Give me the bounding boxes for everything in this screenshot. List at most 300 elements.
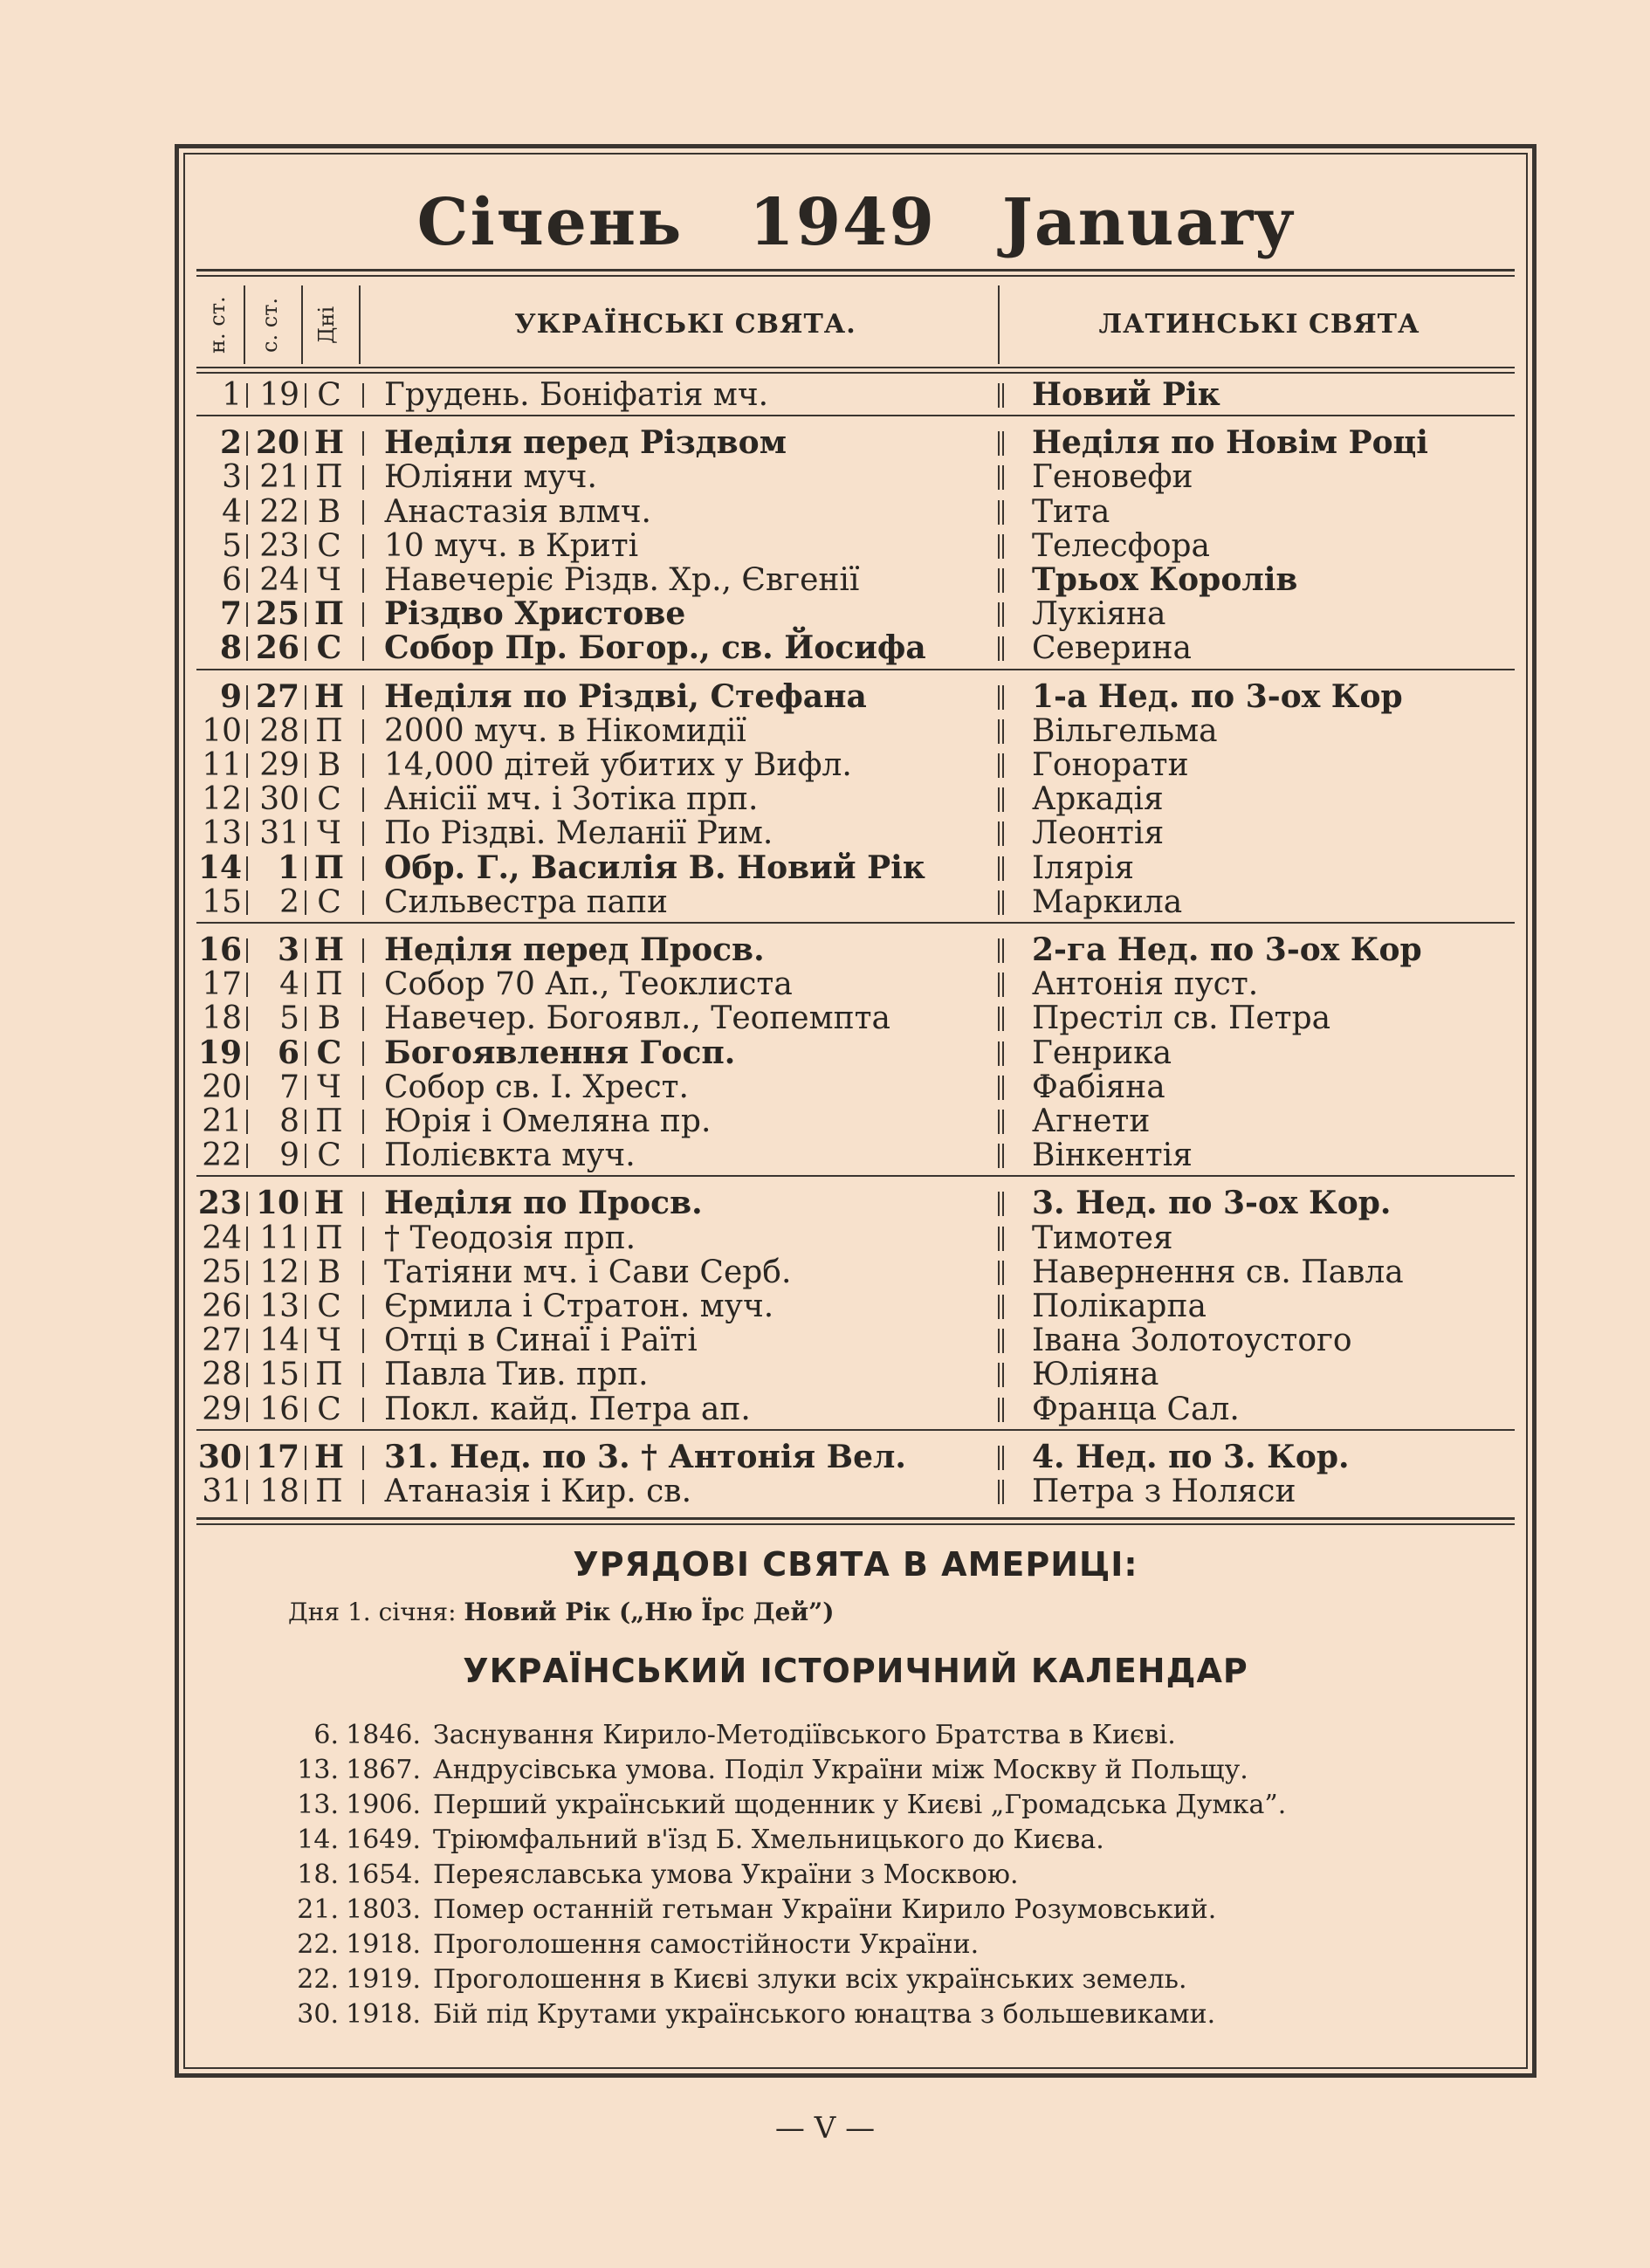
column-divider bbox=[246, 938, 248, 963]
old-style-date: 23 bbox=[259, 527, 299, 564]
day-of-week: С bbox=[317, 1289, 341, 1324]
gov-holiday-prefix: Дня 1. січня: bbox=[288, 1598, 457, 1626]
ukrainian-feast: Отці в Синаї і Раїті bbox=[384, 1323, 698, 1359]
calendar-row bbox=[196, 1001, 1515, 1035]
column-divider bbox=[305, 890, 306, 915]
column-divider bbox=[246, 972, 248, 997]
column-divider bbox=[362, 1144, 364, 1168]
column-divider bbox=[246, 602, 248, 627]
old-style-date: 8 bbox=[279, 1103, 299, 1139]
column-divider bbox=[362, 1076, 364, 1100]
latin-feast: Лукіяна bbox=[1032, 596, 1166, 633]
calendar-row bbox=[196, 816, 1515, 850]
day-of-week: Ч bbox=[317, 562, 341, 598]
column-divider bbox=[362, 1007, 364, 1031]
column-divider bbox=[998, 1076, 1004, 1100]
new-style-date: 8 bbox=[219, 629, 242, 667]
new-style-date: 27 bbox=[202, 1323, 242, 1359]
old-style-date: 9 bbox=[279, 1137, 299, 1174]
column-divider bbox=[998, 500, 1004, 525]
new-style-date: 4 bbox=[222, 493, 242, 530]
new-style-date: 6 bbox=[222, 562, 242, 598]
latin-feast: Навернення св. Павла bbox=[1032, 1254, 1404, 1290]
column-divider bbox=[998, 1110, 1004, 1134]
day-of-week: Н bbox=[313, 677, 344, 715]
table-bottom-rule-2 bbox=[196, 1523, 1515, 1525]
column-divider bbox=[305, 787, 306, 812]
latin-feast: Фабіяна bbox=[1032, 1069, 1165, 1105]
new-style-date: 25 bbox=[202, 1254, 242, 1290]
old-style-date: 16 bbox=[259, 1391, 299, 1427]
ukrainian-feast: По Різдві. Меланії Рим. bbox=[384, 815, 773, 852]
new-style-date: 9 bbox=[219, 677, 242, 715]
calendar-row bbox=[196, 597, 1515, 631]
column-divider bbox=[246, 568, 248, 593]
day-of-week: П bbox=[315, 1220, 343, 1256]
column-divider bbox=[998, 636, 1004, 661]
ukrainian-feast: Богоявлення Госп. bbox=[384, 1034, 736, 1071]
day-of-week: С bbox=[317, 377, 341, 413]
calendar-row bbox=[196, 1392, 1515, 1426]
page-title bbox=[183, 175, 1528, 271]
historical-day: 22. bbox=[297, 1964, 339, 1995]
day-of-week: Ч bbox=[317, 1069, 341, 1105]
column-divider bbox=[362, 1261, 364, 1285]
latin-feast: Геновефи bbox=[1032, 459, 1193, 496]
calendar-row bbox=[196, 714, 1515, 748]
column-divider bbox=[246, 1110, 248, 1134]
historical-day: 30. bbox=[297, 1999, 339, 2030]
column-divider bbox=[998, 383, 1004, 408]
column-divider bbox=[362, 1398, 364, 1422]
historical-text: Проголошення самостійности України. bbox=[433, 1929, 980, 1960]
table-header bbox=[196, 281, 1515, 368]
day-of-week: В bbox=[317, 747, 341, 783]
calendar-row bbox=[196, 1289, 1515, 1323]
column-divider bbox=[246, 1041, 248, 1066]
historical-item bbox=[262, 1962, 1467, 1997]
column-divider bbox=[246, 534, 248, 559]
historical-year: 1654. bbox=[346, 1859, 421, 1890]
header-top-rule-2 bbox=[196, 275, 1515, 277]
column-divider bbox=[998, 1144, 1004, 1168]
column-divider bbox=[246, 500, 248, 525]
day-of-week: С bbox=[317, 527, 341, 564]
ukrainian-feast: Навечеріє Різдв. Хр., Євгенії bbox=[384, 562, 860, 598]
calendar-row bbox=[196, 1440, 1515, 1474]
column-divider bbox=[998, 602, 1004, 627]
historical-text: Бій під Крутами українського юнацтва з большевиками. bbox=[433, 1999, 1216, 2030]
day-of-week: С bbox=[317, 1137, 341, 1174]
calendar-row bbox=[196, 460, 1515, 494]
column-divider bbox=[305, 938, 306, 963]
column-divider bbox=[305, 1363, 306, 1387]
column-divider bbox=[305, 568, 306, 593]
new-style-date: 18 bbox=[202, 1000, 242, 1037]
historical-day: 13. bbox=[297, 1755, 339, 1785]
column-divider bbox=[305, 500, 306, 525]
ukrainian-feast: Неділя перед Просв. bbox=[384, 931, 765, 968]
historical-year: 1803. bbox=[346, 1894, 421, 1925]
new-style-date: 24 bbox=[202, 1220, 242, 1256]
column-divider bbox=[362, 938, 364, 963]
column-divider bbox=[246, 856, 248, 881]
latin-feast: 4. Нед. по 3. Кор. bbox=[1032, 1438, 1350, 1475]
old-style-date: 5 bbox=[279, 1000, 299, 1037]
historical-item bbox=[262, 1718, 1467, 1753]
column-divider bbox=[305, 383, 306, 408]
historical-day: 21. bbox=[297, 1894, 339, 1925]
historical-year: 1919. bbox=[346, 1964, 421, 1995]
title-month-en: January bbox=[1001, 185, 1295, 260]
new-style-date: 19 bbox=[197, 1034, 242, 1071]
header-divider bbox=[301, 285, 303, 364]
old-style-date: 15 bbox=[259, 1357, 299, 1393]
column-divider bbox=[246, 1398, 248, 1422]
latin-feast: 1-а Нед. по 3-ох Кор bbox=[1032, 677, 1403, 715]
historical-day: 6. bbox=[313, 1720, 339, 1750]
new-style-date: 5 bbox=[222, 527, 242, 564]
column-divider bbox=[305, 1041, 306, 1066]
new-style-date: 12 bbox=[202, 781, 242, 818]
old-style-date: 29 bbox=[259, 747, 299, 783]
ukrainian-feast: Юрія і Омеляна пр. bbox=[384, 1103, 712, 1139]
column-divider bbox=[305, 1110, 306, 1134]
latin-feast: Антонія пуст. bbox=[1032, 966, 1259, 1003]
column-divider bbox=[362, 602, 364, 627]
old-style-date: 19 bbox=[259, 377, 299, 413]
header-days: Дні bbox=[314, 306, 339, 344]
column-divider bbox=[246, 1076, 248, 1100]
new-style-date: 14 bbox=[197, 849, 242, 886]
day-of-week: П bbox=[315, 1103, 343, 1139]
table-bottom-rule bbox=[196, 1517, 1515, 1520]
latin-feast: Неділя по Новім Році bbox=[1032, 424, 1428, 462]
column-divider bbox=[998, 1261, 1004, 1285]
calendar-row bbox=[196, 563, 1515, 597]
header-divider bbox=[244, 285, 245, 364]
new-style-date: 30 bbox=[197, 1438, 242, 1475]
historical-text: Переяславська умова України з Москвою. bbox=[433, 1859, 1019, 1890]
calendar-row bbox=[196, 426, 1515, 460]
latin-feast: 2-га Нед. по 3-ох Кор bbox=[1032, 931, 1422, 968]
ukrainian-feast: Неділя по Просв. bbox=[384, 1185, 703, 1222]
column-divider bbox=[362, 1192, 364, 1216]
old-style-date: 4 bbox=[279, 966, 299, 1003]
day-of-week: Н bbox=[313, 1438, 344, 1475]
day-of-week: П bbox=[314, 595, 344, 633]
column-divider bbox=[998, 938, 1004, 963]
column-divider bbox=[362, 1110, 364, 1134]
column-divider bbox=[246, 787, 248, 812]
latin-feast: Петра з Ноляси bbox=[1032, 1474, 1296, 1509]
historical-item bbox=[262, 1858, 1467, 1893]
ukrainian-feast: 14,000 дітей убитих у Вифл. bbox=[384, 747, 852, 783]
new-style-date: 20 bbox=[202, 1069, 242, 1105]
header-top-rule bbox=[196, 269, 1515, 271]
column-divider bbox=[305, 753, 306, 778]
day-of-week: П bbox=[314, 849, 344, 886]
column-divider bbox=[305, 534, 306, 559]
historical-year: 1846. bbox=[346, 1720, 421, 1750]
column-divider bbox=[246, 821, 248, 846]
historical-day: 22. bbox=[297, 1929, 339, 1960]
day-of-week: Н bbox=[313, 931, 344, 968]
ukrainian-feast: † Теодозія прп. bbox=[384, 1220, 636, 1256]
new-style-date: 26 bbox=[202, 1289, 242, 1324]
old-style-date: 31 bbox=[259, 815, 299, 852]
ukrainian-feast: 10 муч. в Криті bbox=[384, 527, 639, 564]
latin-feast: Гонорати bbox=[1032, 747, 1189, 783]
column-divider bbox=[246, 753, 248, 778]
ukrainian-feast: Анастазія влмч. bbox=[384, 493, 651, 530]
header-bottom-rule-2 bbox=[196, 372, 1515, 374]
old-style-date: 10 bbox=[255, 1185, 299, 1222]
calendar-row bbox=[196, 748, 1515, 782]
historical-year: 1867. bbox=[346, 1755, 421, 1785]
ukrainian-feast: 31. Нед. по 3. † Антонія Вел. bbox=[384, 1438, 906, 1475]
ukrainian-feast: Павла Тив. прп. bbox=[384, 1357, 649, 1393]
ukrainian-feast: Різдво Христове bbox=[384, 595, 686, 633]
old-style-date: 30 bbox=[259, 781, 299, 818]
column-divider bbox=[362, 787, 364, 812]
column-divider bbox=[362, 500, 364, 525]
week-separator-rule bbox=[196, 922, 1515, 924]
title-year: 1949 bbox=[749, 185, 937, 260]
calendar-row bbox=[196, 967, 1515, 1001]
column-divider bbox=[305, 636, 306, 661]
column-divider bbox=[246, 685, 248, 710]
new-style-date: 22 bbox=[202, 1137, 242, 1174]
old-style-date: 18 bbox=[259, 1474, 299, 1509]
latin-feast: Телесфора bbox=[1032, 527, 1211, 564]
header-divider bbox=[359, 285, 361, 364]
column-divider bbox=[998, 534, 1004, 559]
column-divider bbox=[998, 787, 1004, 812]
ukrainian-feast: Покл. кайд. Петра ап. bbox=[384, 1391, 751, 1427]
ukrainian-feast: Анісії мч. і Зотіка прп. bbox=[384, 781, 759, 818]
historical-item bbox=[262, 1823, 1467, 1858]
column-divider bbox=[362, 1480, 364, 1504]
latin-feast: Трьох Королів bbox=[1032, 561, 1298, 598]
calendar-row bbox=[196, 885, 1515, 919]
column-divider bbox=[305, 602, 306, 627]
historical-item bbox=[262, 1788, 1467, 1823]
column-divider bbox=[998, 856, 1004, 881]
ukrainian-feast: Юліяни муч. bbox=[384, 459, 597, 496]
calendar-row bbox=[196, 1070, 1515, 1104]
column-divider bbox=[362, 856, 364, 881]
column-divider bbox=[998, 465, 1004, 490]
calendar-row bbox=[196, 495, 1515, 529]
latin-feast: Престіл св. Петра bbox=[1032, 1000, 1331, 1037]
old-style-date: 20 bbox=[255, 424, 299, 462]
old-style-date: 26 bbox=[255, 629, 299, 667]
historical-item bbox=[262, 1997, 1467, 2032]
latin-feast: Івана Золотоустого bbox=[1032, 1323, 1352, 1359]
column-divider bbox=[998, 568, 1004, 593]
latin-feast: Юліяна bbox=[1032, 1357, 1159, 1393]
new-style-date: 31 bbox=[202, 1474, 242, 1509]
historical-text: Тріюмфальний в'їзд Б. Хмельницького до Києва. bbox=[433, 1825, 1104, 1855]
column-divider bbox=[305, 856, 306, 881]
ukrainian-feast: Полієвкта муч. bbox=[384, 1137, 636, 1174]
new-style-date: 3 bbox=[222, 459, 242, 496]
gov-holiday-text: Новий Рік („Ню Їрс Дей”) bbox=[464, 1598, 835, 1626]
calendar-row bbox=[196, 1221, 1515, 1255]
column-divider bbox=[362, 719, 364, 744]
day-of-week: Ч bbox=[317, 1323, 341, 1359]
column-divider bbox=[998, 1446, 1004, 1470]
header-divider bbox=[998, 285, 1000, 364]
column-divider bbox=[998, 1041, 1004, 1066]
latin-feast: Генрика bbox=[1032, 1034, 1172, 1071]
old-style-date: 2 bbox=[279, 883, 299, 920]
calendar-row bbox=[196, 851, 1515, 885]
column-divider bbox=[246, 1192, 248, 1216]
calendar-row bbox=[196, 1104, 1515, 1138]
column-divider bbox=[305, 1227, 306, 1251]
latin-feast: Аркадія bbox=[1032, 781, 1164, 818]
column-divider bbox=[305, 1261, 306, 1285]
column-divider bbox=[998, 1007, 1004, 1031]
latin-feast: Вільгельма bbox=[1032, 712, 1218, 749]
historical-day: 18. bbox=[297, 1859, 339, 1890]
old-style-date: 1 bbox=[277, 849, 299, 886]
week-separator-rule bbox=[196, 669, 1515, 670]
column-divider bbox=[246, 1446, 248, 1470]
historical-calendar-title: УКРАЇНСЬКИЙ ІСТОРИЧНИЙ КАЛЕНДАР bbox=[463, 1652, 1248, 1690]
column-divider bbox=[998, 1363, 1004, 1387]
column-divider bbox=[305, 431, 306, 456]
old-style-date: 28 bbox=[259, 712, 299, 749]
column-divider bbox=[998, 1480, 1004, 1504]
column-divider bbox=[305, 1446, 306, 1470]
day-of-week: П bbox=[315, 1474, 343, 1509]
day-of-week: С bbox=[317, 883, 341, 920]
column-divider bbox=[305, 1295, 306, 1319]
old-style-date: 11 bbox=[259, 1220, 299, 1256]
historical-text: Проголошення в Києві злуки всіх українських земель. bbox=[433, 1964, 1187, 1995]
old-style-date: 17 bbox=[255, 1438, 299, 1475]
ukrainian-feast: Єрмила і Стратон. муч. bbox=[384, 1289, 774, 1324]
column-divider bbox=[998, 719, 1004, 744]
column-divider bbox=[998, 1295, 1004, 1319]
latin-feast: Тита bbox=[1032, 493, 1110, 530]
calendar-row bbox=[196, 529, 1515, 563]
column-divider bbox=[362, 383, 364, 408]
calendar-row bbox=[196, 1036, 1515, 1070]
column-divider bbox=[246, 890, 248, 915]
calendar-row bbox=[196, 782, 1515, 816]
old-style-date: 24 bbox=[259, 562, 299, 598]
column-divider bbox=[362, 685, 364, 710]
column-divider bbox=[998, 685, 1004, 710]
old-style-date: 25 bbox=[255, 595, 299, 633]
ukrainian-feast: Навечер. Богоявл., Теопемпта bbox=[384, 1000, 890, 1037]
column-divider bbox=[305, 719, 306, 744]
historical-year: 1649. bbox=[346, 1825, 421, 1855]
gov-holidays-title: УРЯДОВІ СВЯТА В АМЕРИЦІ: bbox=[573, 1545, 1138, 1584]
day-of-week: П bbox=[315, 712, 343, 749]
column-divider bbox=[305, 685, 306, 710]
new-style-date: 28 bbox=[202, 1357, 242, 1393]
latin-feast: Франца Сал. bbox=[1032, 1391, 1240, 1427]
column-divider bbox=[998, 821, 1004, 846]
column-divider bbox=[246, 1480, 248, 1504]
week-separator-rule bbox=[196, 415, 1515, 416]
day-of-week: С bbox=[317, 781, 341, 818]
column-divider bbox=[998, 1329, 1004, 1353]
ukrainian-feast: Татіяни мч. і Сави Серб. bbox=[384, 1254, 792, 1290]
ukrainian-feast: Атаназія і Кир. св. bbox=[384, 1474, 692, 1509]
column-divider bbox=[246, 1261, 248, 1285]
column-divider bbox=[246, 636, 248, 661]
column-divider bbox=[305, 1007, 306, 1031]
column-divider bbox=[998, 431, 1004, 456]
old-style-date: 14 bbox=[259, 1323, 299, 1359]
day-of-week: С bbox=[317, 1391, 341, 1427]
latin-feast: Новий Рік bbox=[1032, 376, 1220, 413]
calendar-row bbox=[196, 1474, 1515, 1509]
calendar-row bbox=[196, 1138, 1515, 1172]
ukrainian-feast: Сильвестра папи bbox=[384, 883, 669, 920]
old-style-date: 13 bbox=[259, 1289, 299, 1324]
ukrainian-feast: Неділя по Різдві, Стефана bbox=[384, 677, 867, 715]
new-style-date: 21 bbox=[202, 1103, 242, 1139]
latin-feast: Ілярія bbox=[1032, 849, 1135, 886]
column-divider bbox=[305, 972, 306, 997]
day-of-week: В bbox=[317, 1000, 341, 1037]
ukrainian-feast: Обр. Г., Василія В. Новий Рік bbox=[384, 849, 925, 886]
ukrainian-feast: Собор св. І. Хрест. bbox=[384, 1069, 689, 1105]
column-divider bbox=[246, 431, 248, 456]
new-style-date: 1 bbox=[222, 377, 242, 413]
day-of-week: С bbox=[316, 629, 342, 667]
historical-item bbox=[262, 1928, 1467, 1962]
calendar-row bbox=[196, 1357, 1515, 1392]
historical-year: 1918. bbox=[346, 1929, 421, 1960]
calendar-row bbox=[196, 1323, 1515, 1357]
column-divider bbox=[362, 636, 364, 661]
latin-feast: Вінкентія bbox=[1032, 1137, 1193, 1174]
latin-feast: Тимотея bbox=[1032, 1220, 1173, 1256]
header-ukrainian: УКРАЇНСЬКІ СВЯТА. bbox=[514, 309, 856, 340]
column-divider bbox=[998, 1192, 1004, 1216]
historical-day: 14. bbox=[297, 1825, 339, 1855]
day-of-week: В bbox=[317, 493, 341, 530]
latin-feast: Северина bbox=[1032, 630, 1192, 667]
column-divider bbox=[305, 465, 306, 490]
header-old-style: с. ст. bbox=[258, 297, 282, 353]
calendar-row bbox=[196, 677, 1515, 715]
historical-text: Андрусівська умова. Поділ України між Москву й Польщу. bbox=[433, 1755, 1248, 1785]
header-bottom-rule bbox=[196, 367, 1515, 368]
ukrainian-feast: Грудень. Боніфатія мч. bbox=[384, 377, 769, 413]
column-divider bbox=[246, 1363, 248, 1387]
column-divider bbox=[246, 1329, 248, 1353]
title-month-ua: Січень bbox=[416, 185, 684, 260]
latin-feast: Агнети bbox=[1032, 1103, 1151, 1139]
column-divider bbox=[362, 821, 364, 846]
column-divider bbox=[998, 1398, 1004, 1422]
new-style-date: 29 bbox=[202, 1391, 242, 1427]
column-divider bbox=[362, 431, 364, 456]
column-divider bbox=[246, 1295, 248, 1319]
day-of-week: С bbox=[316, 1034, 342, 1071]
historical-item bbox=[262, 1893, 1467, 1928]
column-divider bbox=[362, 972, 364, 997]
